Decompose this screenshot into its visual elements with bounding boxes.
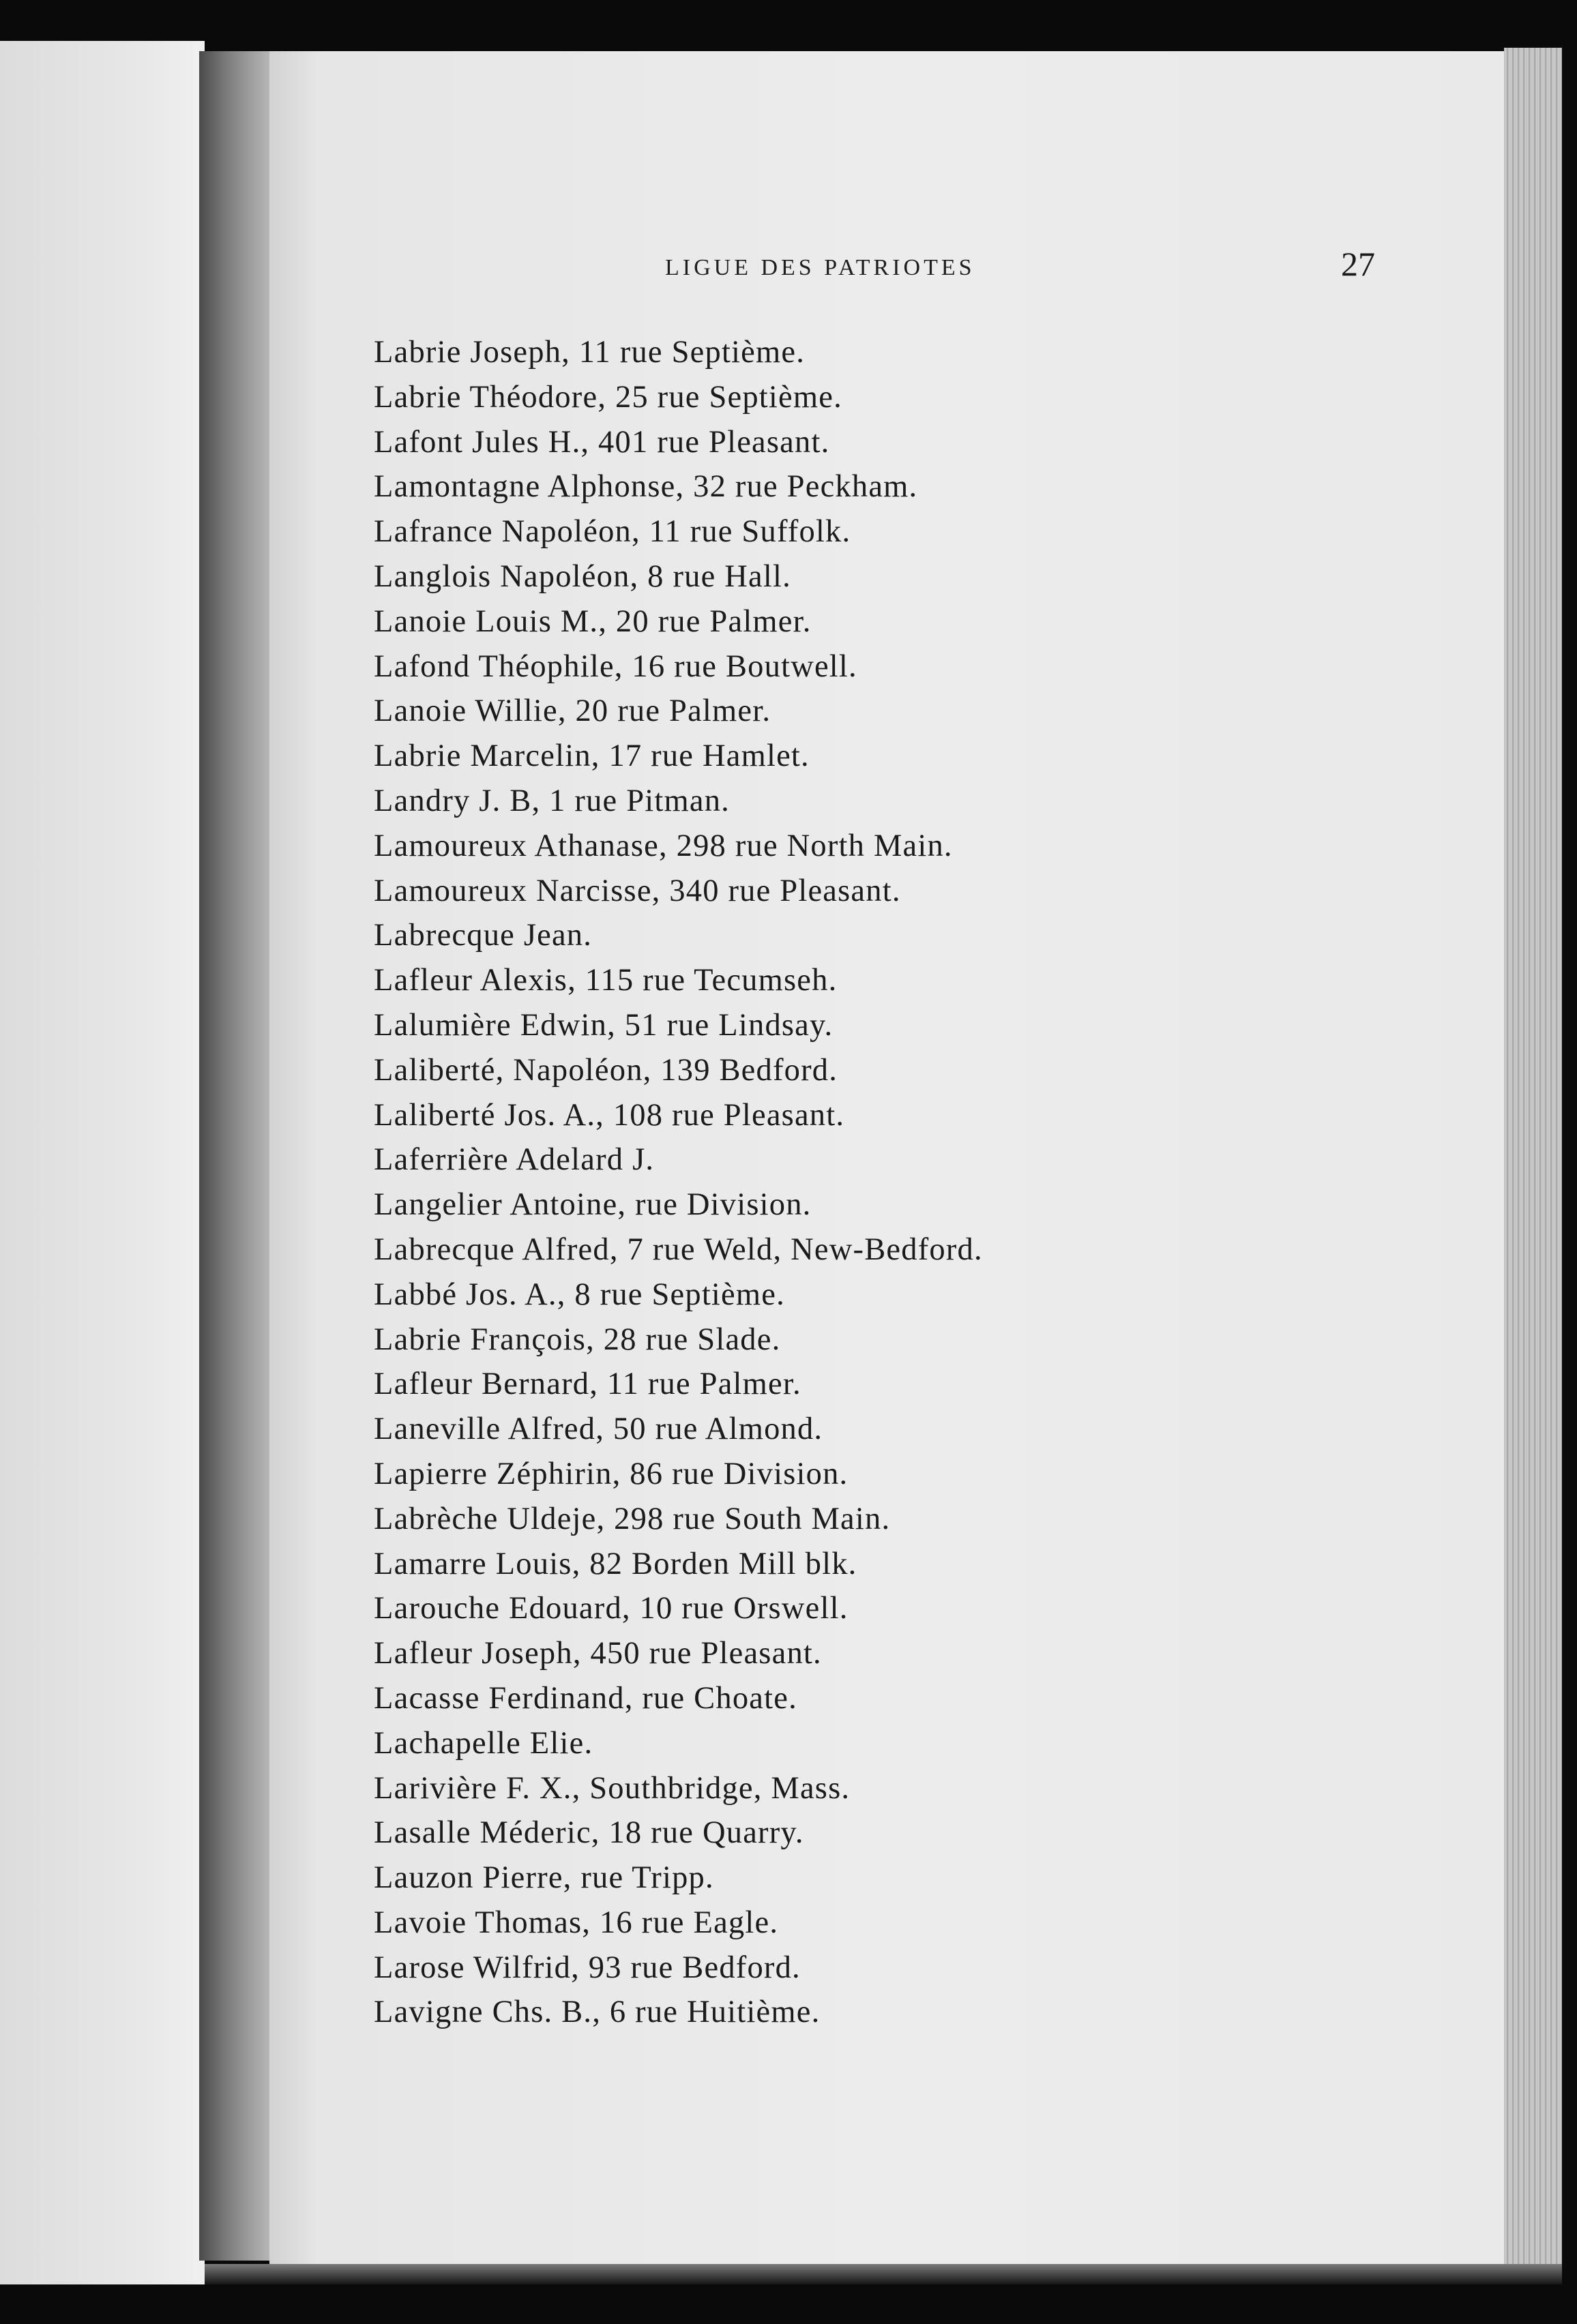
member-entry: Labbé Jos. A., 8 rue Septième. xyxy=(374,1277,785,1312)
page-edges xyxy=(1504,48,1562,2271)
member-entry: Lanoie Louis M., 20 rue Palmer. xyxy=(374,604,812,639)
page-number: 27 xyxy=(1341,245,1375,283)
member-entry: Landry J. B, 1 rue Pitman. xyxy=(374,783,730,818)
member-entry: Lasalle Méderic, 18 rue Quarry. xyxy=(374,1815,804,1851)
member-entry: Labrie Joseph, 11 rue Septième. xyxy=(374,335,806,370)
member-entry: Lachapelle Elie. xyxy=(374,1725,593,1761)
member-entry: Labrecque Alfred, 7 rue Weld, New-Bedford. xyxy=(374,1232,983,1267)
running-head: LIGUE DES PATRIOTES xyxy=(665,255,975,280)
member-entry: Lamoureux Athanase, 298 rue North Main. xyxy=(374,828,953,863)
member-entry: Lamarre Louis, 82 Borden Mill blk. xyxy=(374,1546,857,1581)
book-gutter xyxy=(199,51,274,2261)
bottom-shadow xyxy=(205,2264,1562,2284)
member-entry: Lauzon Pierre, rue Tripp. xyxy=(374,1860,714,1896)
member-entry: Labrie Théodore, 25 rue Septième. xyxy=(374,379,842,415)
member-entry: Lacasse Ferdinand, rue Choate. xyxy=(374,1680,797,1716)
member-entry: Larivière F. X., Southbridge, Mass. xyxy=(374,1770,851,1806)
member-entry: Lavoie Thomas, 16 rue Eagle. xyxy=(374,1905,779,1940)
member-entry: Langlois Napoléon, 8 rue Hall. xyxy=(374,558,791,594)
member-entry: Lafrance Napoléon, 11 rue Suffolk. xyxy=(374,514,851,550)
member-entry: Labrecque Jean. xyxy=(374,918,593,953)
member-entry: Lanoie Willie, 20 rue Palmer. xyxy=(374,694,771,729)
member-entry: Lalumière Edwin, 51 rue Lindsay. xyxy=(374,1007,834,1043)
member-entry: Larose Wilfrid, 93 rue Bedford. xyxy=(374,1950,801,1985)
member-entry: Laneville Alfred, 50 rue Almond. xyxy=(374,1412,823,1447)
member-entry: Laliberté, Napoléon, 139 Bedford. xyxy=(374,1052,838,1088)
member-entry: Lafond Théophile, 16 rue Boutwell. xyxy=(374,649,857,684)
member-entry: Larouche Edouard, 10 rue Orswell. xyxy=(374,1591,849,1626)
member-entry: Lafleur Alexis, 115 rue Tecumseh. xyxy=(374,963,838,998)
member-entry: Laliberté Jos. A., 108 rue Pleasant. xyxy=(374,1097,845,1133)
member-entry: Lamontagne Alphonse, 32 rue Peckham. xyxy=(374,469,918,505)
member-entry: Labrie Marcelin, 17 rue Hamlet. xyxy=(374,739,810,774)
facing-page xyxy=(0,41,205,2284)
member-entry: Lamoureux Narcisse, 340 rue Pleasant. xyxy=(374,873,901,908)
member-entry: Labrie François, 28 rue Slade. xyxy=(374,1322,781,1357)
member-entry: Laferrière Adelard J. xyxy=(374,1142,655,1178)
member-list xyxy=(374,330,983,2035)
member-entry: Labrèche Uldeje, 298 rue South Main. xyxy=(374,1501,891,1536)
member-entry: Lafont Jules H., 401 rue Pleasant. xyxy=(374,424,830,460)
member-entry: Langelier Antoine, rue Division. xyxy=(374,1187,812,1223)
member-entry: Lavigne Chs. B., 6 rue Huitième. xyxy=(374,1995,821,2030)
member-entry: Lafleur Bernard, 11 rue Palmer. xyxy=(374,1367,801,1402)
member-entry: Lafleur Joseph, 450 rue Pleasant. xyxy=(374,1636,822,1671)
member-entry: Lapierre Zéphirin, 86 rue Division. xyxy=(374,1456,849,1491)
